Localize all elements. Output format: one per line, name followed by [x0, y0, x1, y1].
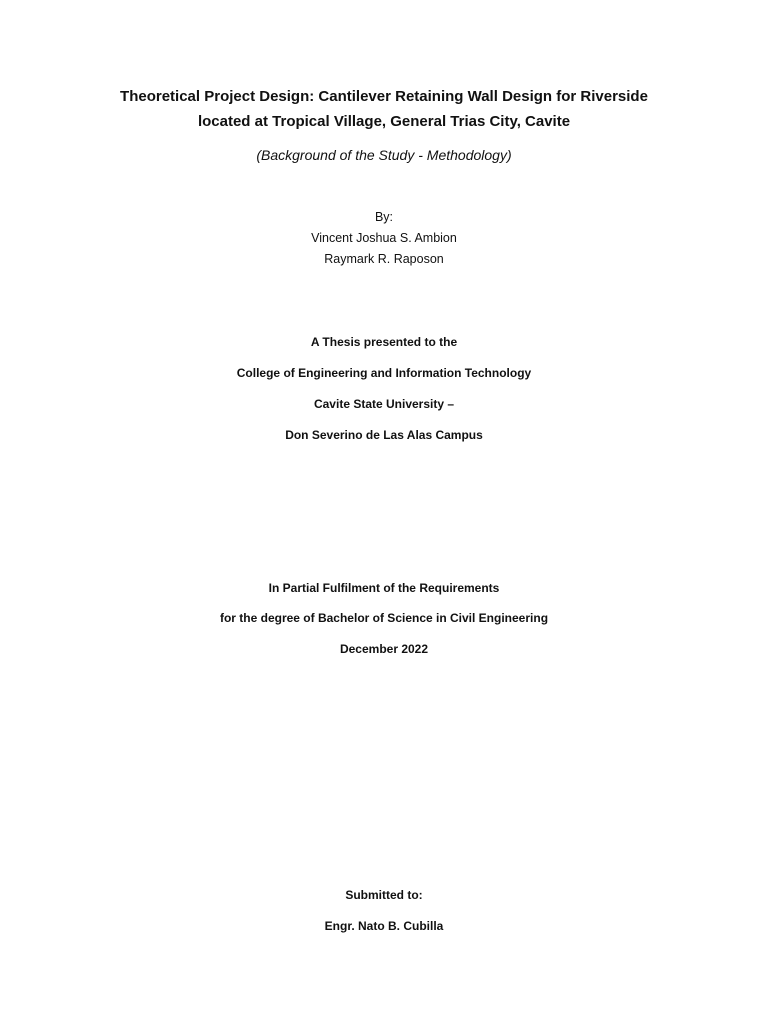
author-name: Raymark R. Raposon [324, 252, 444, 266]
thesis-subtitle: (Background of the Study - Methodology) [256, 147, 512, 163]
campus-name: Don Severino de Las Alas Campus [285, 428, 483, 442]
by-label: By: [374, 210, 394, 224]
requirements-line-1: In Partial Fulfilment of the Requirements [268, 581, 500, 595]
thesis-title-line-2: located at Tropical Village, General Trias City, Cavite [197, 113, 571, 130]
adviser-name: Engr. Nato B. Cubilla [324, 919, 444, 933]
thesis-title-line-1: Theoretical Project Design: Cantilever Retaining Wall Design for Riverside [120, 88, 648, 105]
college-name: College of Engineering and Information Technology [236, 366, 532, 380]
submitted-to-label: Submitted to: [345, 888, 423, 902]
author-name: Vincent Joshua S. Ambion [311, 231, 457, 245]
submission-date: December 2022 [339, 642, 429, 656]
requirements-line-2: for the degree of Bachelor of Science in Civil Engineering [219, 611, 549, 625]
thesis-presented-to: A Thesis presented to the [310, 335, 458, 349]
university-name: Cavite State University – [313, 397, 455, 411]
